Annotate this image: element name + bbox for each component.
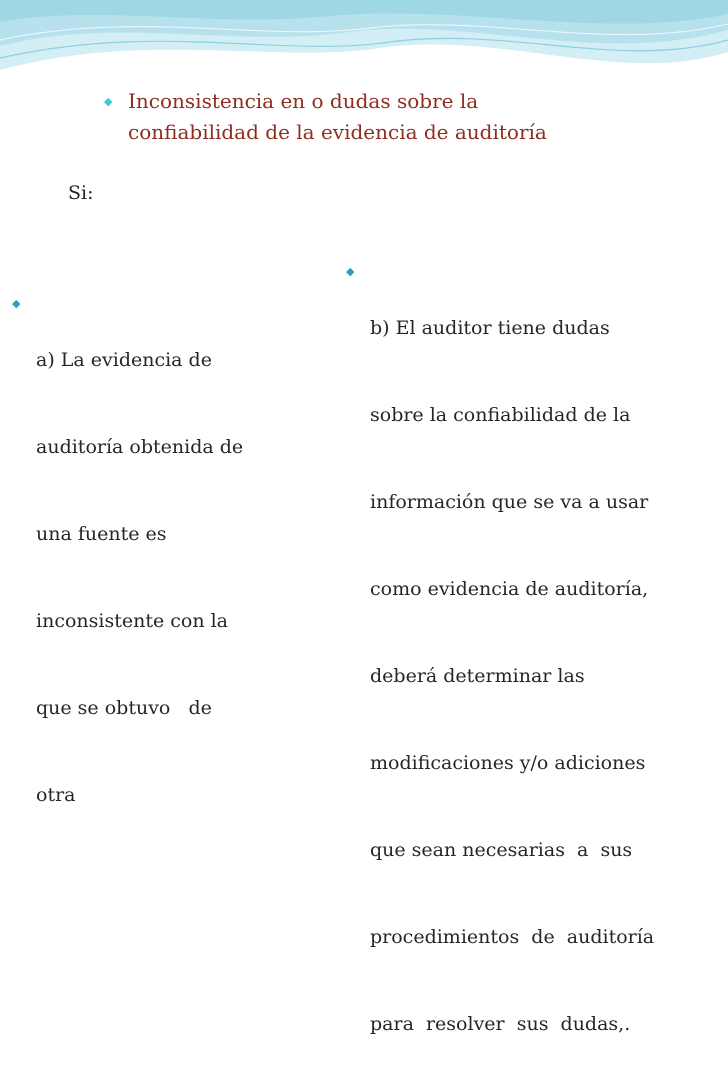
- right-line: modificaciones y/o adiciones: [370, 752, 646, 774]
- decorative-wave-header: [0, 0, 728, 90]
- bullet-icon: ◆: [104, 95, 113, 108]
- si-label: Si:: [68, 182, 94, 204]
- right-line: como evidencia de auditoría,: [370, 578, 649, 600]
- left-line: a) La evidencia de: [36, 349, 212, 371]
- title-line-1: [104, 86, 704, 117]
- left-column-text: [12, 288, 312, 868]
- right-line: deberá determinar las: [370, 665, 585, 687]
- left-line: una fuente es: [36, 523, 167, 545]
- left-line: inconsistente con la: [36, 610, 229, 632]
- title-text: confiabilidad de la evidencia de auditoría: [128, 120, 547, 144]
- left-line: otra: [36, 784, 76, 806]
- right-line: b) El auditor tiene dudas: [370, 317, 610, 339]
- title-line-2: [104, 117, 704, 148]
- right-line: para resolver sus dudas,.: [370, 1013, 631, 1035]
- title-text: Inconsistencia en o dudas sobre la: [128, 89, 479, 113]
- right-column-text: [346, 256, 696, 1092]
- right-line: que sean necesarias a sus: [370, 839, 633, 861]
- left-line: que se obtuvo de: [36, 697, 212, 719]
- right-line: sobre la confiabilidad de la: [370, 404, 631, 426]
- slide-title: [104, 86, 704, 148]
- right-line: información que se va a usar: [370, 491, 649, 513]
- bullet-icon: ◆: [12, 297, 21, 310]
- bullet-icon: ◆: [346, 265, 355, 278]
- left-line: auditoría obtenida de: [36, 436, 244, 458]
- right-line: procedimientos de auditoría: [370, 926, 655, 948]
